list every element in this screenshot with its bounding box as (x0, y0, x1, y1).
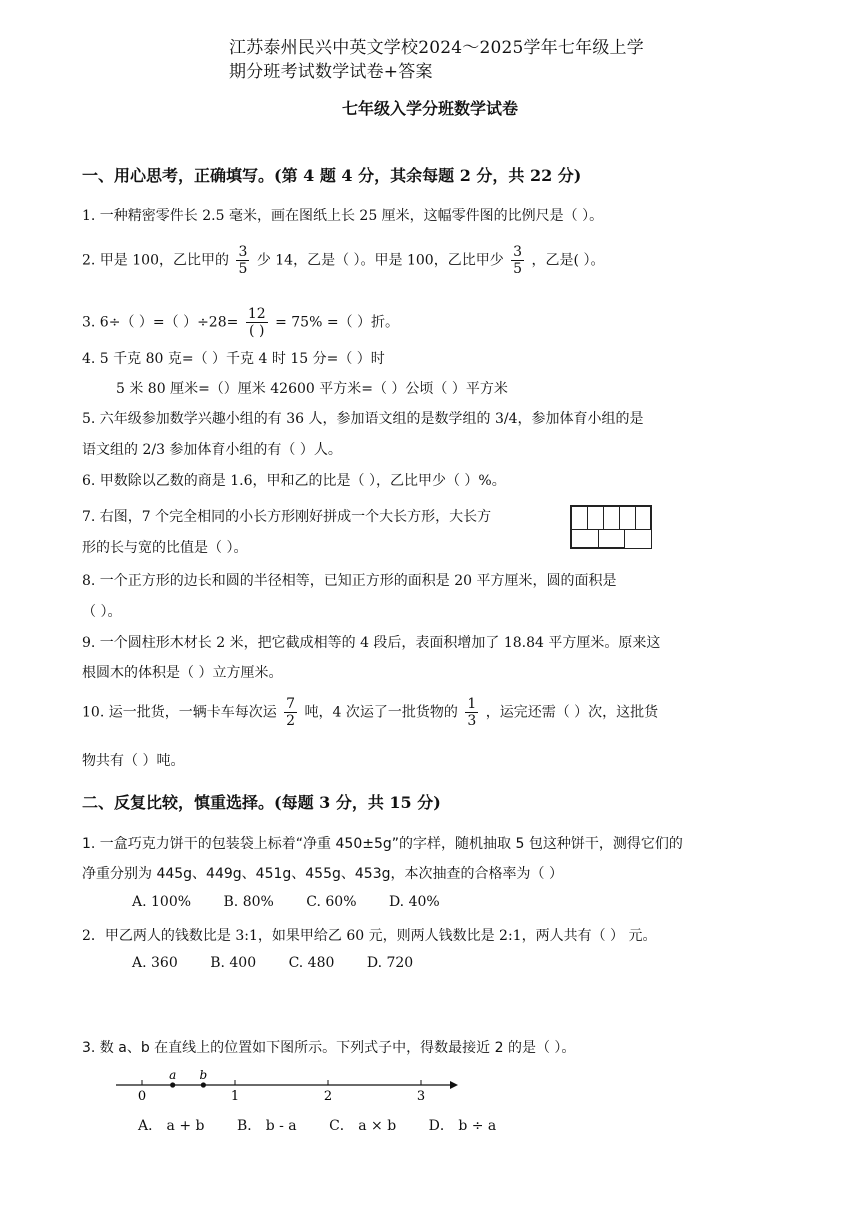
number-line-tick-label: 2 (323, 1089, 333, 1104)
question-2-2-line1: 2．甲乙两人的钱数比是 3:1，如果甲给乙 60 元，则两人钱数比是 2:1，两人共有（ ） 元。 (82, 928, 657, 944)
fraction: $\frac{3}{5}$ (238, 244, 248, 277)
q3-text-a: 3. 6÷（ ）=（ ）÷28= (82, 314, 239, 331)
question-1-1: 1. 一种精密零件长 2.5 毫米，画在图纸上长 25 厘米，这幅零件图的比例尺是（ ）。 (82, 208, 604, 224)
number-line-point-label: a (169, 1068, 177, 1082)
number-line-tick-label: 1 (230, 1089, 240, 1104)
question-1-9-line1: 9. 一个圆柱形木材长 2 米，把它截成相等的 4 段后，表面积增加了 18.84 平方厘米。原来这 (82, 635, 661, 651)
question-1-10-line2: 物共有（ ）吨。 (82, 753, 185, 769)
small-rectangle (603, 506, 620, 530)
document-title (229, 36, 644, 84)
question-1-10-line1 (82, 696, 658, 729)
question-1-4-line1: 4. 5 千克 80 克=（ ）千克 4 时 15 分=（ ）时 (82, 351, 385, 367)
small-rectangle (635, 506, 651, 530)
q10-text-b: 吨，4 次运了一批货物的 (304, 704, 458, 721)
number-line (112, 1066, 472, 1112)
question-1-8-line1: 8. 一个正方形的边长和圆的半径相等，已知正方形的面积是 20 平方厘米，圆的面积是 (82, 573, 617, 589)
document-title-line1: 江苏泰州民兴中英文学校2024～2025学年七年级上学 (229, 38, 644, 58)
question-1-5-line1: 5. 六年级参加数学兴趣小组的有 36 人，参加语文组的是数学组的 3/4，参加体育小组的是 (82, 411, 644, 427)
question-1-8-line2: （ ）。 (82, 604, 122, 620)
option-d: D． b ÷ a (428, 1118, 497, 1134)
exam-title: 七年级入学分班数学试卷 (341, 99, 518, 118)
option-c: C． a × b (329, 1118, 397, 1134)
question-1-9-line2: 根圆木的体积是（ ）立方厘米。 (82, 665, 283, 681)
option-b: B. 80% (223, 894, 274, 910)
fraction: $\frac{1}{3}$ (467, 696, 477, 729)
question-2-3-line1: 3. 数 a、b 在直线上的位置如下图所示。下列式子中，得数最接近 2 的是（ ）。 (82, 1040, 576, 1056)
question-1-7-line1: 7. 右图，7 个完全相同的小长方形刚好拼成一个大长方形，大长方 (82, 509, 492, 525)
number-line-point (201, 1082, 206, 1087)
question-2-1-options (132, 894, 468, 910)
number-line-point-label: b (199, 1068, 208, 1082)
rectangle-figure (570, 505, 652, 549)
fraction: $\frac{3}{5}$ (513, 244, 523, 277)
number-line-tick-label: 0 (137, 1089, 147, 1104)
option-d: D. 720 (366, 955, 414, 971)
option-b: B. 400 (210, 955, 257, 971)
small-rectangle (598, 529, 625, 548)
q2-text-c: ，乙是( ）。 (531, 252, 605, 269)
small-rectangle (587, 506, 604, 530)
question-1-4-line2: 5 米 80 厘米=（）厘米 42600 平方米=（ ）公顷（ ）平方米 (116, 381, 508, 397)
number-line-point (170, 1082, 175, 1087)
q2-text-a: 2. 甲是 100，乙比甲的 (82, 252, 229, 269)
arrow-icon (450, 1081, 458, 1089)
question-2-2-options (132, 955, 441, 971)
section2-heading: 二、反复比较，慎重选择。(每题 3 分，共 15 分) (82, 793, 441, 812)
question-1-6: 6. 甲数除以乙数的商是 1.6，甲和乙的比是（ ），乙比甲少（ ）%。 (82, 473, 506, 489)
number-line-tick-label: 3 (416, 1089, 426, 1104)
question-1-7-line2: 形的长与宽的比值是（ ）。 (82, 540, 248, 556)
small-rectangle (571, 529, 599, 548)
option-c: C. 60% (306, 894, 357, 910)
option-a: A. 100% (132, 894, 192, 910)
small-rectangle (619, 506, 636, 530)
document-title-line2: 期分班考试数学试卷+答案 (229, 62, 433, 82)
fraction: $\frac{12}{( )}$ (247, 306, 266, 339)
question-2-1-line2: 净重分别为 445g、449g、451g、455g、453g，本次抽查的合格率为（ ） (82, 866, 563, 882)
option-d: D. 40% (388, 894, 440, 910)
question-2-1-line1: 1. 一盒巧克力饼干的包装袋上标着“净重 450±5g”的字样，随机抽取 5 包这种饼干，测得它们的 (82, 836, 683, 852)
small-rectangle (571, 506, 588, 530)
question-2-3-options (138, 1115, 524, 1135)
fraction: $\frac{7}{2}$ (286, 696, 296, 729)
question-1-5-line2: 语文组的 2/3 参加体育小组的有（ ）人。 (82, 442, 342, 458)
option-b: B． b - a (236, 1118, 297, 1134)
option-a: A. 360 (132, 955, 178, 971)
q10-text-a: 10. 运一批货，一辆卡车每次运 (82, 704, 277, 721)
q2-text-b: 少 14，乙是（ ）。甲是 100，乙比甲少 (256, 252, 504, 269)
q3-text-b: = 75% =（ ）折。 (275, 314, 400, 331)
option-c: C. 480 (288, 955, 335, 971)
section1-heading: 一、用心思考，正确填写。(第 4 题 4 分，其余每题 2 分，共 22 分) (82, 166, 582, 185)
q10-text-c: ，运完还需（ ）次，这批货 (485, 704, 659, 721)
option-a: A． a + b (138, 1118, 205, 1134)
question-1-3 (82, 306, 399, 339)
question-1-2 (82, 244, 604, 277)
